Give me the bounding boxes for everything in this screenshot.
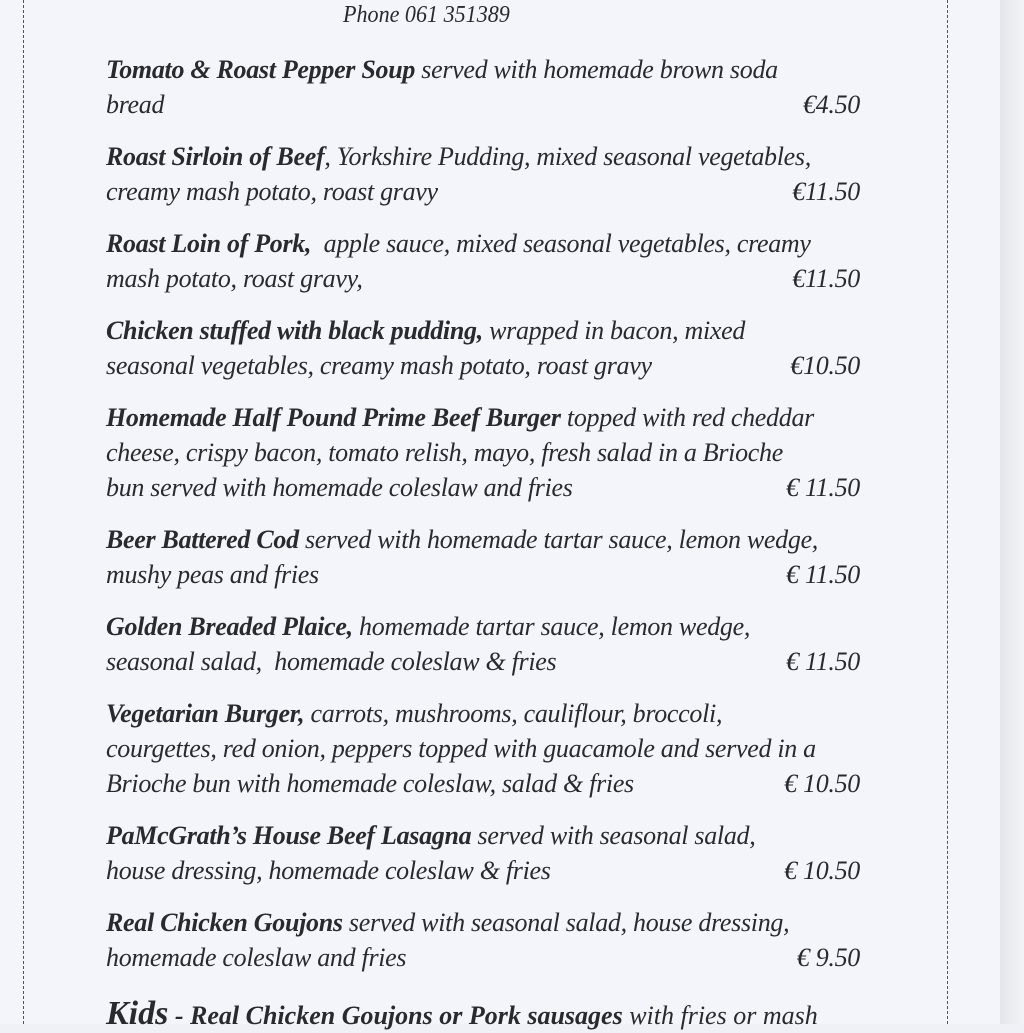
- menu-item-line: [106, 609, 866, 644]
- dish-price: €11.50: [792, 264, 860, 293]
- menu-item-line: [106, 905, 866, 940]
- menu-item-line: [106, 696, 866, 731]
- dish-price: €4.50: [802, 90, 860, 119]
- menu-item-line: [106, 522, 866, 557]
- dish-price: € 9.50: [796, 943, 860, 972]
- right-dashed-border: [947, 0, 948, 1024]
- dish-description: served with seasonal salad, house dressing,: [342, 908, 790, 937]
- menu-item-line: [106, 766, 866, 801]
- menu-item-line: [106, 226, 866, 261]
- dish-description: Brioche bun with homemade coleslaw, salad & fries: [106, 769, 634, 798]
- dish-name: Vegetarian Burger,: [106, 699, 305, 728]
- scan-edge: [1000, 0, 1024, 1024]
- dish-description: topped with red cheddar: [560, 403, 814, 432]
- menu-item: [106, 52, 866, 122]
- phone-number: Phone 061 351389: [343, 2, 510, 28]
- dish-description: served with homemade tartar sauce, lemon wedge,: [298, 525, 819, 554]
- menu-item: [106, 609, 866, 679]
- dish-description: cheese, crispy bacon, tomato relish, mayo, fresh salad in a Brioche: [106, 438, 783, 467]
- dish-description: bun served with homemade coleslaw and fries: [106, 473, 573, 502]
- dish-price: €11.50: [792, 177, 860, 206]
- menu-item: [106, 313, 866, 383]
- menu-item: [106, 226, 866, 296]
- menu-item-line: [106, 261, 866, 296]
- dish-description: bread: [106, 90, 165, 119]
- dish-description: homemade coleslaw and fries: [106, 943, 407, 972]
- dish-description: wrapped in bacon, mixed: [482, 316, 746, 345]
- menu-item: [106, 696, 866, 801]
- menu-item-line: [106, 644, 866, 679]
- dish-price: € 11.50: [786, 473, 860, 502]
- dish-price: € 10.50: [784, 769, 860, 798]
- menu-item-line: [106, 139, 866, 174]
- dish-name: Roast Sirloin of Beef: [106, 142, 325, 171]
- menu-item-line: [106, 52, 866, 87]
- menu-item-line: [106, 557, 866, 592]
- kids-menu-line: [106, 995, 818, 1033]
- dish-description: seasonal vegetables, creamy mash potato, roast gravy: [106, 351, 652, 380]
- menu-item: [106, 905, 866, 975]
- dish-name: Tomato & Roast Pepper Soup: [106, 55, 416, 84]
- menu-item: [106, 522, 866, 592]
- dish-price: € 11.50: [786, 560, 860, 589]
- menu-item-line: [106, 731, 866, 766]
- left-dashed-border: [23, 0, 24, 1024]
- kids-sides: with fries or mash: [622, 1001, 818, 1030]
- menu-item-line: [106, 435, 866, 470]
- dish-description: mushy peas and fries: [106, 560, 319, 589]
- menu-item-line: [106, 818, 866, 853]
- dish-name: Beer Battered Cod: [106, 525, 299, 554]
- dish-price: €10.50: [790, 351, 860, 380]
- dish-price: € 11.50: [786, 647, 860, 676]
- dish-name: Chicken stuffed with black pudding,: [106, 316, 483, 345]
- dish-description: , Yorkshire Pudding, mixed seasonal vegetables,: [324, 142, 811, 171]
- menu-item-line: [106, 470, 866, 505]
- dish-name: PaMcGrath’s House Beef Lasagna: [106, 821, 472, 850]
- menu-item-line: [106, 348, 866, 383]
- dish-description: mash potato, roast gravy,: [106, 264, 363, 293]
- dish-price: € 10.50: [784, 856, 860, 885]
- menu-list: [106, 52, 866, 992]
- dish-description: seasonal salad, homemade coleslaw & fries: [106, 647, 557, 676]
- dish-description: carrots, mushrooms, cauliflour, broccoli,: [304, 699, 723, 728]
- menu-item-line: [106, 313, 866, 348]
- menu-item: [106, 400, 866, 505]
- menu-item: [106, 818, 866, 888]
- kids-options: - Real Chicken Goujons or Pork sausages: [168, 1001, 623, 1030]
- dish-name: Golden Breaded Plaice,: [106, 612, 353, 641]
- dish-name: Roast Loin of Pork,: [106, 229, 312, 258]
- dish-description: apple sauce, mixed seasonal vegetables, creamy: [311, 229, 811, 258]
- dish-description: house dressing, homemade coleslaw & fries: [106, 856, 551, 885]
- dish-description: served with homemade brown soda: [415, 55, 778, 84]
- dish-description: served with seasonal salad,: [471, 821, 756, 850]
- dish-description: courgettes, red onion, peppers topped with guacamole and served in a: [106, 734, 816, 763]
- dish-description: homemade tartar sauce, lemon wedge,: [352, 612, 751, 641]
- menu-item-line: [106, 940, 866, 975]
- menu-item-line: [106, 174, 866, 209]
- menu-item-line: [106, 400, 866, 435]
- menu-item-line: [106, 853, 866, 888]
- dish-name: Real Chicken Goujons: [106, 908, 343, 937]
- kids-label: Kids: [106, 995, 169, 1032]
- menu-item-line: [106, 87, 866, 122]
- dish-description: creamy mash potato, roast gravy: [106, 177, 438, 206]
- dish-name: Homemade Half Pound Prime Beef Burger: [106, 403, 561, 432]
- menu-item: [106, 139, 866, 209]
